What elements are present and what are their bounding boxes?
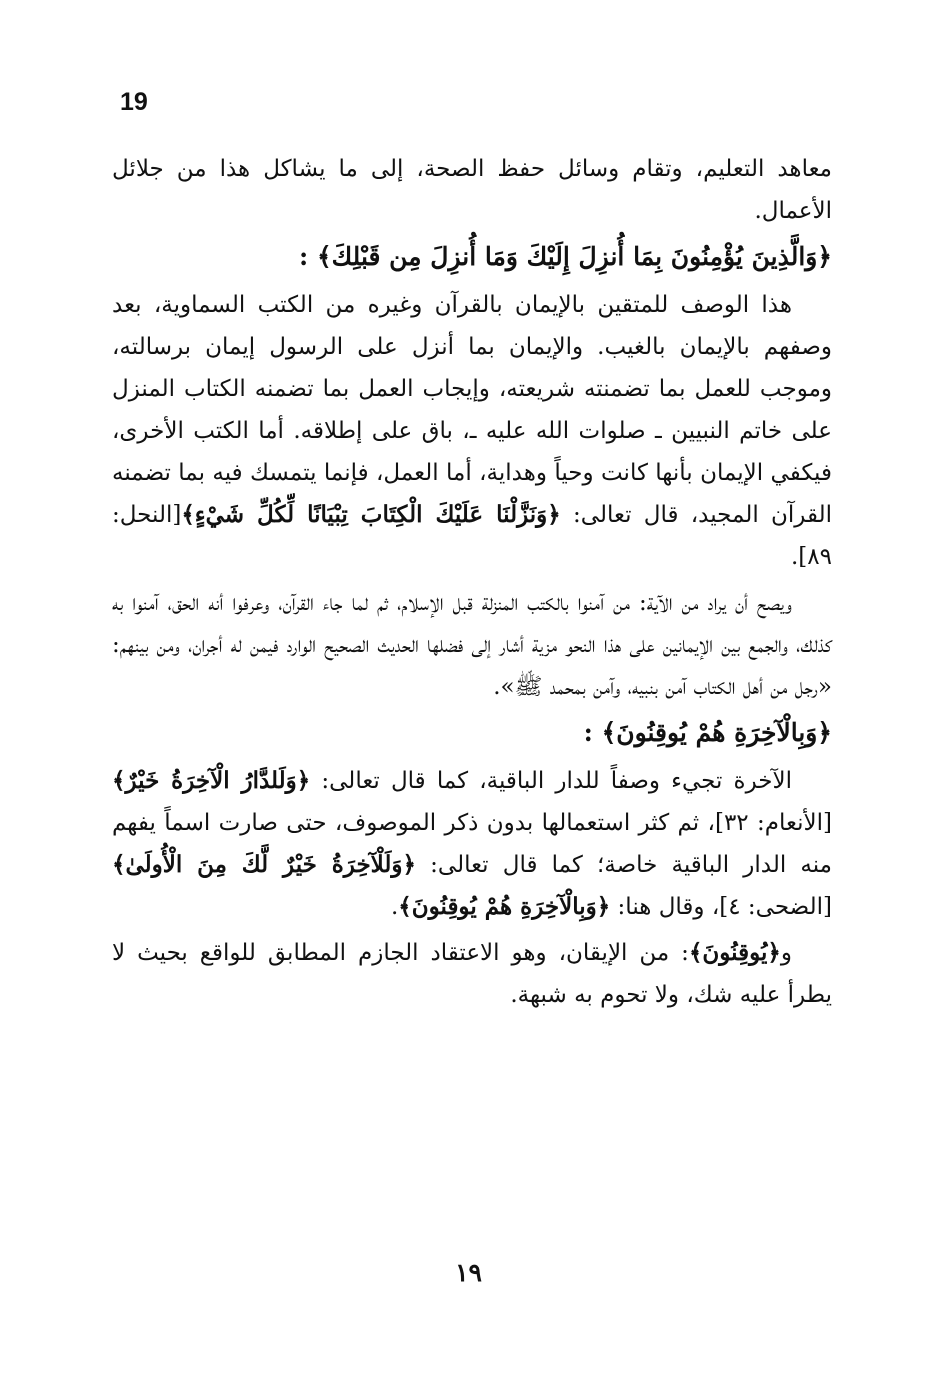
page-number-bottom: ١٩	[455, 1258, 482, 1287]
paragraph-4	[112, 760, 832, 928]
quran-verse: ﴿وَنَزَّلْنَا عَلَيْكَ الْكِتَابَ تِبْيَانًا لِّكُلِّ شَيْءٍ﴾	[181, 501, 561, 528]
quran-verse: ﴿وَبِالْآخِرَةِ هُمْ يُوقِنُونَ﴾	[398, 893, 611, 920]
page-number-top: 19	[120, 88, 148, 116]
verse-reference: [النحل: ٨٩].	[112, 502, 832, 570]
paragraph-4-text-b: [الأنعام: ٣٢]، ثم كثر استعمالها بدون ذكر الموصوف، حتى صارت اسماً يفهم منه الدار الباقية خاصة؛ كما قال تعالى:	[112, 810, 833, 878]
paragraph-4-text-a: الآخرة تجيء وصفاً للدار الباقية، كما قال تعالى:	[310, 768, 792, 794]
paragraph-2-text: هذا الوصف للمتقين بالإيمان بالقرآن وغيره من الكتب السماوية، بعد وصفهم بالإيمان بالغيب. والإيمان بما أنزل على الرسول إيمان برسالته، وموجب للعمل بما تضمنته شريعته، وإيجاب العمل بما تضمنه الكتاب المنزل على خاتم النبيين ـ صلوات الله عليه ـ، باق على إطلاقه. أما الكتب الأخرى، فيكفي الإيمان بأنها كانت وحياً وهداية، أما العمل، فإنما يتمسك فيه بما تضمنه القرآن المجيد، قال تعالى:	[112, 292, 833, 528]
quran-verse: ﴿وَلَلْآخِرَةُ خَيْرٌ لَّكَ مِنَ الْأُولَىٰ﴾	[112, 851, 416, 878]
quran-verse: ﴿وَلَلدَّارُ الْآخِرَةُ خَيْرٌ﴾	[112, 767, 311, 794]
paragraph-5	[112, 932, 832, 1016]
paragraph-1: معاهد التعليم، وتقام وسائل حفظ الصحة، إلى ما يشاكل هذا من جلائل الأعمال.	[112, 156, 832, 224]
paragraph-3: ويصح أن يراد من الآية: من آمنوا بالكتب المنزلة قبل الإسلام، ثم لما جاء القرآن، وعرفوا أنه الحق، آمنوا به كذلك، والجمع بين الإيمانين على هذا النحو مزية أشار إلى فضلها الحديث الصحيح الوارد فيمن له أجران، ومن بينهم: «رجل من أهل الكتاب آمن بنبيه، وآمن بمحمد ﷺ».	[112, 590, 832, 700]
paragraph-4-text-c: [الضحى: ٤]، وقال هنا:	[610, 894, 832, 920]
verse-heading-1: ﴿وَالَّذِينَ يُؤْمِنُونَ بِمَا أُنزِلَ إِلَيْكَ وَمَا أُنزِلَ مِن قَبْلِكَ﴾ :	[299, 242, 832, 271]
verse-heading-2: ﴿وَبِالْآخِرَةِ هُمْ يُوقِنُونَ﴾ :	[583, 718, 832, 747]
paragraph-4-text-d: .	[390, 894, 399, 920]
paragraph-2	[112, 284, 832, 578]
quran-verse: ﴿يُوقِنُونَ﴾	[688, 939, 781, 966]
paragraph-5-text-a: و	[780, 940, 792, 966]
paragraph-5-text-b: : من الإيقان، وهو الاعتقاد الجازم المطابق للواقع بحيث لا يطرأ عليه شك، ولا تحوم به شبهة.	[112, 940, 832, 1008]
text-column	[112, 148, 832, 1020]
